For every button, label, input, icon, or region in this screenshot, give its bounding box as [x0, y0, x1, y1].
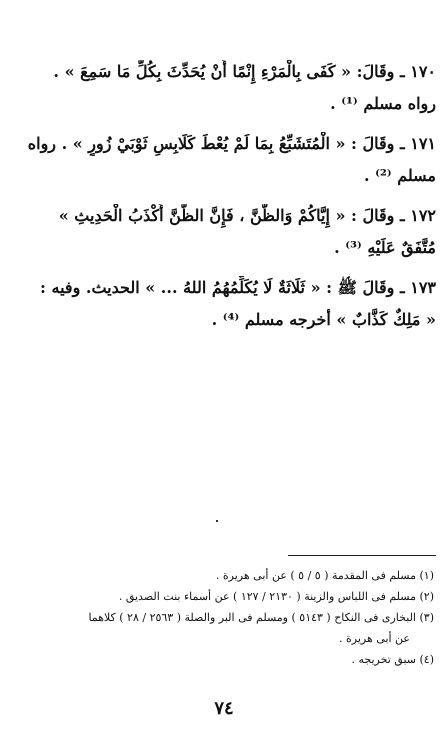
stray-mark	[216, 520, 218, 522]
hadith-171-line-2: مسلم ⁽²⁾ .	[363, 166, 436, 185]
hadith-171-line-1: ١٧١ ـ وقَالَ : « الْمُتَشَبِّعُ بِمَا لَمْ يُعْطَ كَلَابِسِ ثَوْبَيْ زُورٍ » . رواه	[27, 134, 436, 153]
hadith-170-line-2: رواه مسلم ⁽¹⁾ .	[330, 94, 436, 113]
hadith-173-line-2: « مَلِكٌ كَذَّابٌ » أخرجه مسلم ⁽⁴⁾ .	[211, 310, 436, 329]
footnote-separator	[288, 555, 436, 556]
footnote-2: (٢) مسلم فى اللباس والزينة ( ٢١٣٠ / ١٢٧ ) عن أسماء بنت الصديق .	[118, 590, 434, 603]
footnote-3: (٣) البخارى فى النكاح ( ٥١٤٣ ) ومسلم فى البر والصلة ( ٢٥٦٣ / ٢٨ ) كلاهما	[88, 611, 434, 624]
footnote-4: (٤) سبق تخريجه .	[351, 653, 434, 666]
hadith-170-line-1: ١٧٠ ـ وقَالَ: « كَفَى بِالْمَرْءِ إِنْمًا أَنْ يُحَدِّثَ بِكُلِّ مَا سَمِعَ » .	[53, 62, 436, 81]
footnote-3-continuation: عن أبى هريرة .	[339, 632, 410, 645]
footnote-1: (١) مسلم فى المقدمة ( ٥ / ٥ ) عن أبى هريرة .	[215, 569, 434, 582]
hadith-172-line-1: ١٧٢ ـ وقَالَ : « إِيَّاكُمْ وَالظَّنَّ ، فَإِنَّ الظَّنَّ أَكْذَبُ الْحَدِيثِ »	[58, 206, 436, 225]
hadith-172-line-2: مُتَّفَقٌ عَلَيْهِ ⁽³⁾ .	[334, 238, 436, 257]
page-number: ٧٤	[214, 698, 234, 719]
hadith-173-line-1: ١٧٣ ـ وقَالَ ﷺ : « ثَلَاثَةٌ لَا يُكَلِّمُهُمُ اللهُ ... » الحديث. وفيه :	[40, 278, 436, 297]
